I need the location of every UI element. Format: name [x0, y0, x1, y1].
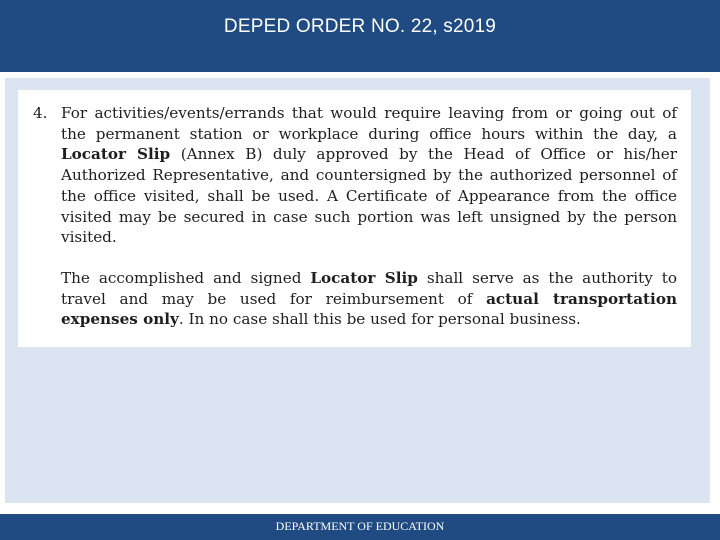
slide-title: DEPED ORDER NO. 22, s2019 [223, 16, 497, 37]
bold-text-run: actual transportation expenses only [61, 289, 677, 329]
text-run: shall serve as the authority to travel and may be used for reimbursement of [61, 269, 678, 308]
text-run: . In no case shall this be used for personal business. [178, 310, 581, 329]
footer-label: DEPARTMENT OF EDUCATION [275, 519, 445, 533]
paragraph-1 [61, 103, 677, 248]
paragraph-2 [61, 268, 677, 330]
bold-text-run: Locator Slip [61, 145, 171, 164]
bold-text-run: Locator Slip [310, 269, 418, 287]
text-run: For activities/events/errands that would require leaving from or going out of the permanent station or workplace during office hours within the day, a [61, 104, 677, 143]
document-excerpt [18, 90, 691, 347]
text-run: (Annex B) duly approved by the Head of Office or his/her Authorized Representative, and countersigned by the authorized personnel of the office visited, shall be used. A Certificate of Appearance from the office visited may be secured in case such portion was left unsigned by the person visited. [61, 145, 677, 247]
text-run: The accomplished and signed [61, 269, 311, 287]
item-number: 4. [33, 104, 48, 122]
header-divider [0, 72, 720, 76]
